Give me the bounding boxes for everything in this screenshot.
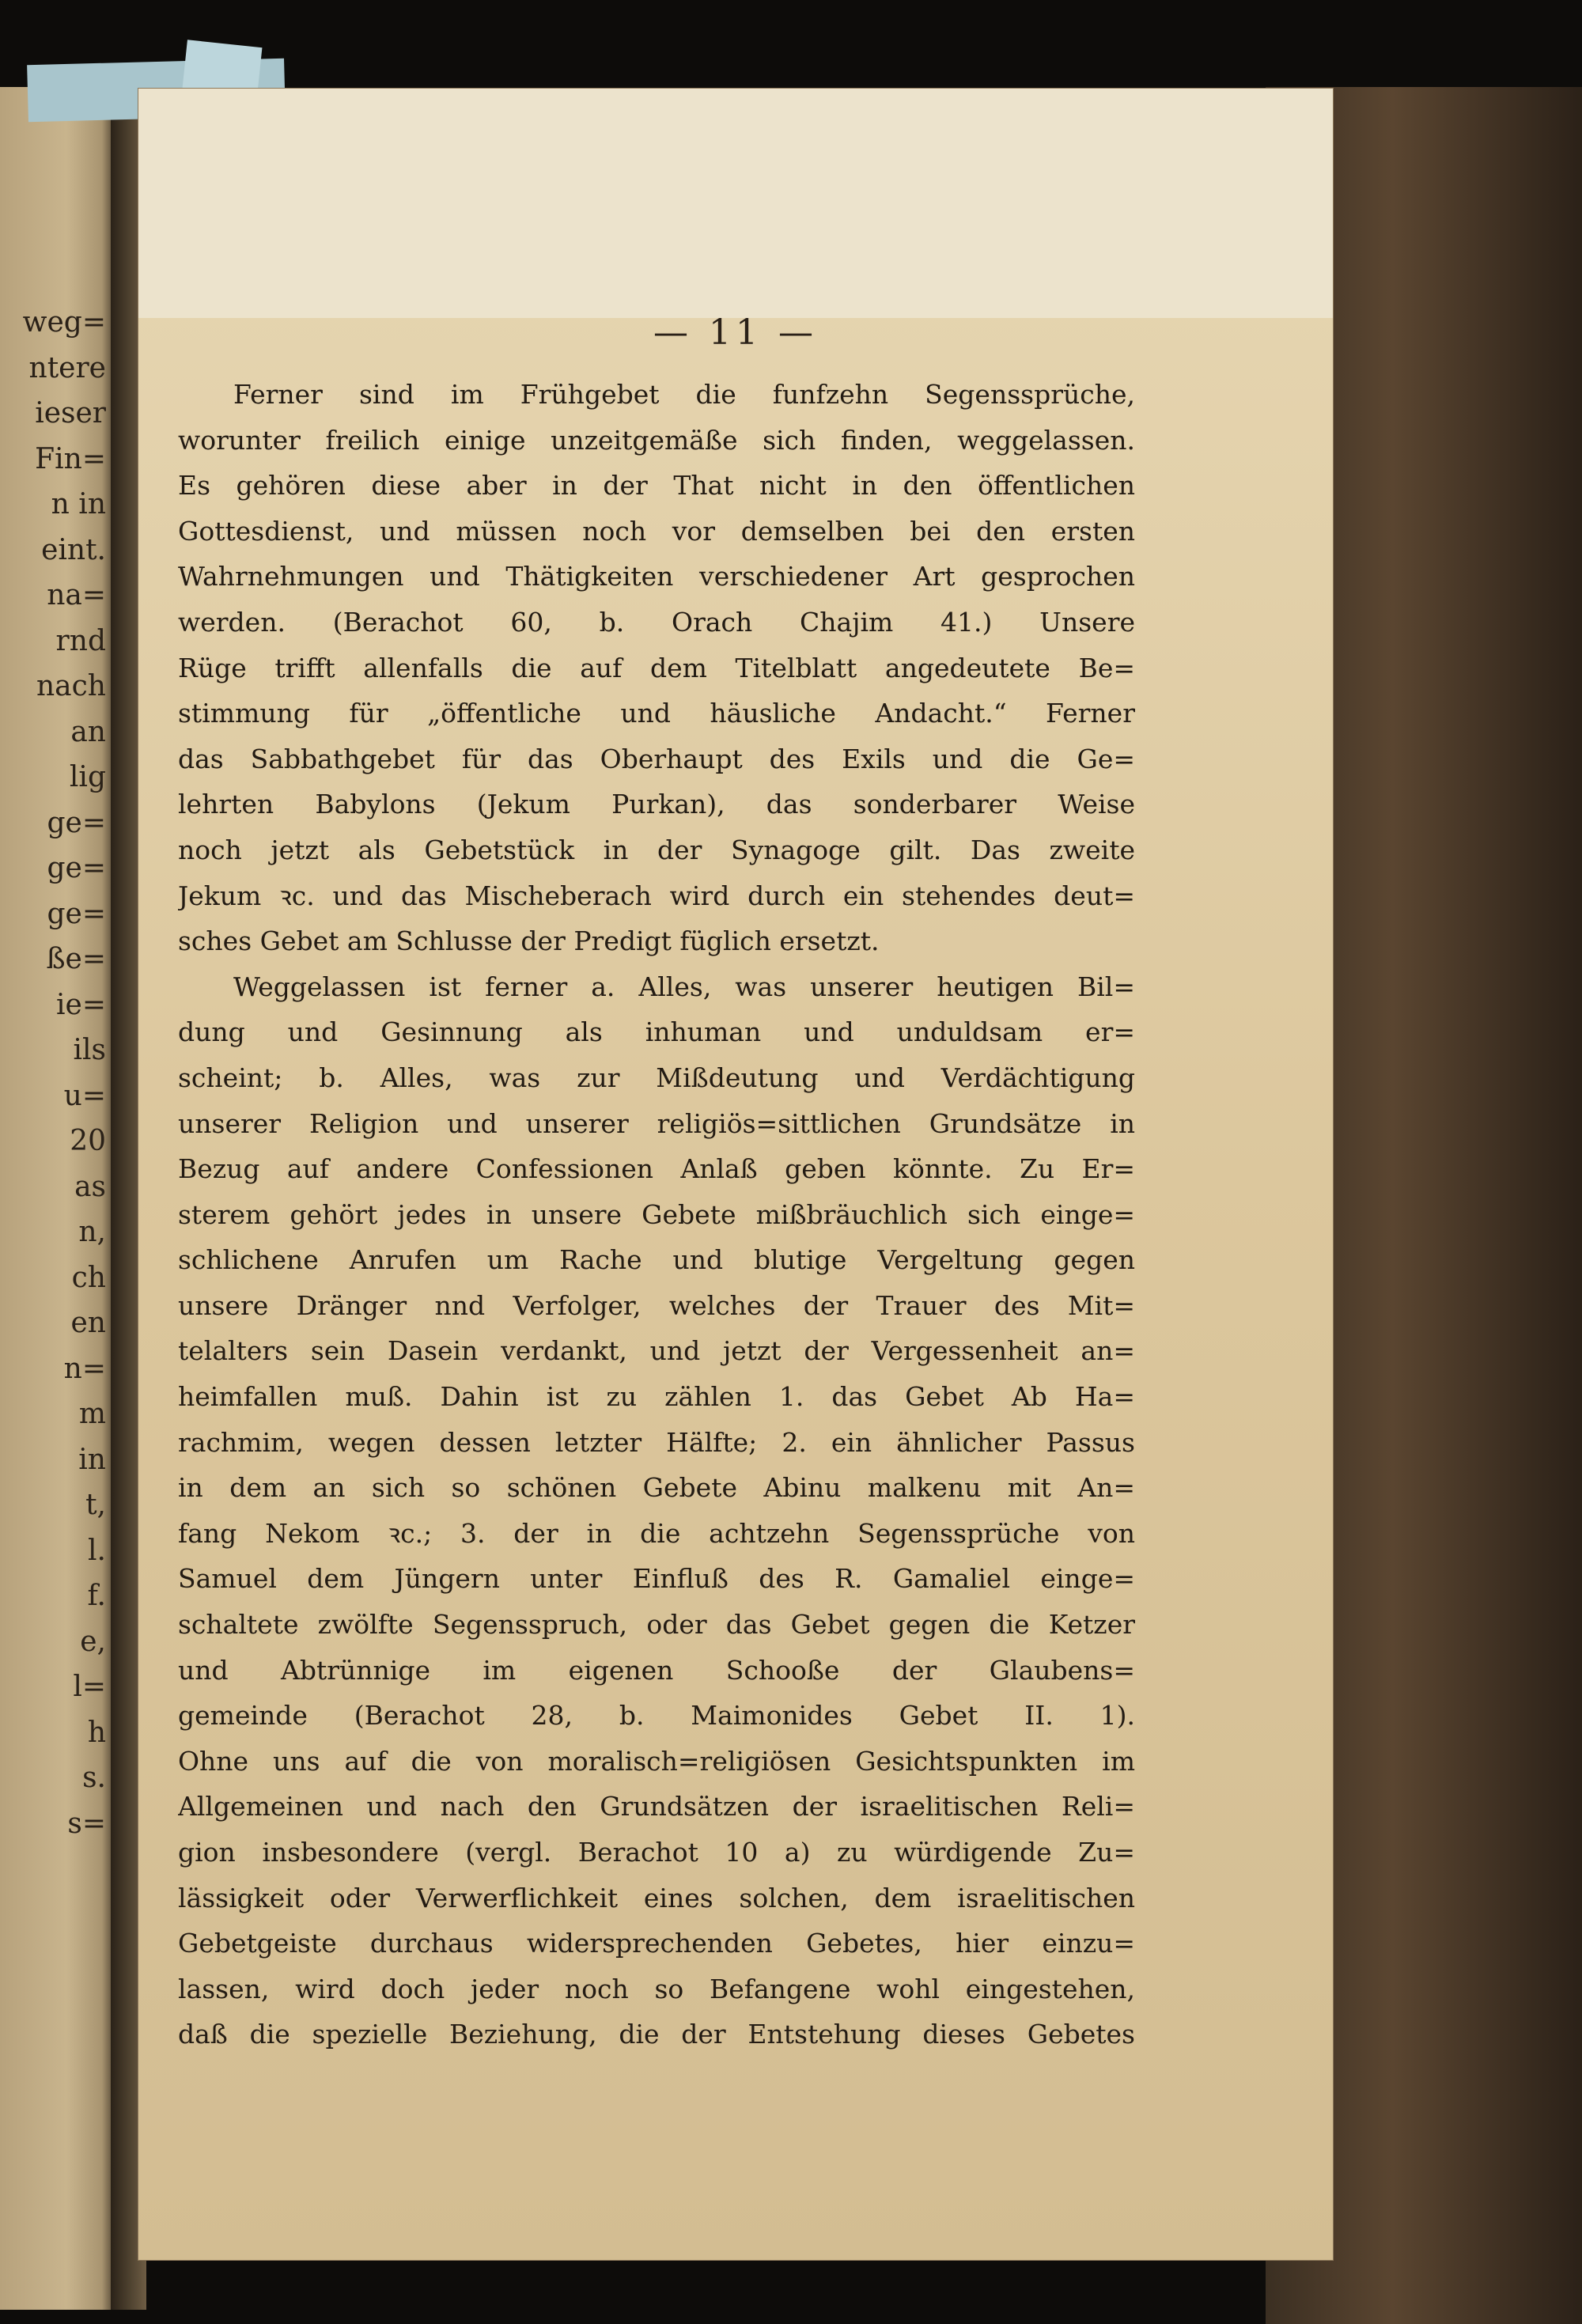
left-page-fragment: m: [78, 1398, 106, 1430]
left-page-fragment: lig: [69, 761, 106, 793]
left-page-fragment: ge=: [47, 897, 106, 930]
page-top-margin: [138, 89, 1333, 318]
left-page-fragment: ieser: [35, 397, 106, 430]
text-line: schlichene Anrufen um Rache und blutige Vergeltung gegen: [178, 1244, 1135, 1276]
left-page-fragment: n=: [63, 1352, 106, 1385]
left-page-fragment: in: [78, 1443, 106, 1476]
text-line: werden. (Berachot 60, b. Orach Chajim 41.) Unsere: [178, 606, 1135, 638]
left-page-fragment: 20: [70, 1125, 106, 1157]
text-line: rachmim, wegen dessen letzter Hälfte; 2. ein ähnlicher Passus: [178, 1426, 1135, 1458]
text-line: Wahrnehmungen und Thätigkeiten verschiedener Art gesprochen: [178, 561, 1135, 592]
text-line: gion insbesondere (vergl. Berachot 10 a) zu würdigende Zu=: [178, 1837, 1135, 1868]
left-page-fragment: en: [70, 1307, 106, 1339]
left-page-fragment: ntere: [28, 351, 106, 384]
text-line: unserer Religion und unserer religiös=sittlichen Grundsätze in: [178, 1107, 1135, 1139]
left-page-fragment: as: [74, 1170, 106, 1203]
text-line: telalters sein Dasein verdankt, und jetzt der Vergessenheit an=: [178, 1335, 1135, 1367]
left-page-fragment: s.: [82, 1762, 106, 1794]
text-line: Bezug auf andere Confessionen Anlaß geben könnte. Zu Er=: [178, 1153, 1135, 1185]
left-page-fragment: na=: [47, 579, 106, 611]
page-text-body: [178, 372, 1135, 2057]
left-page-fragment: weg=: [22, 306, 106, 339]
left-page-fragment: s=: [67, 1807, 106, 1840]
left-page-fragment: ch: [71, 1261, 106, 1294]
text-line: in dem an sich so schönen Gebete Abinu malkenu mit An=: [178, 1472, 1135, 1504]
text-line: stimmung für „öffentliche und häusliche Andacht.“ Ferner: [178, 698, 1135, 729]
left-page-fragment: ils: [73, 1034, 106, 1066]
left-page-fragment: u=: [63, 1079, 106, 1112]
left-page-fragment: nach: [36, 670, 106, 702]
text-line: Weggelassen ist ferner a. Alles, was unserer heutigen Bil=: [233, 971, 1135, 1002]
text-line: scheint; b. Alles, was zur Mißdeutung und Verdächtigung: [178, 1062, 1135, 1093]
text-line: unsere Dränger nnd Verfolger, welches der Trauer des Mit=: [178, 1289, 1135, 1321]
text-line: Rüge trifft allenfalls die auf dem Titelblatt angedeutete Be=: [178, 652, 1135, 683]
text-line: lehrten Babylons (Jekum Purkan), das sonderbarer Weise: [178, 789, 1135, 820]
left-page-fragment: l=: [73, 1671, 106, 1703]
text-line: schaltete zwölfte Segensspruch, oder das Gebet gegen die Ketzer: [178, 1609, 1135, 1641]
page-number: — 11 —: [653, 312, 818, 353]
left-page-fragment: h: [87, 1716, 106, 1749]
text-line: Ferner sind im Frühgebet die funfzehn Segenssprüche,: [233, 379, 1135, 410]
text-line: gemeinde (Berachot 28, b. Maimonides Gebet II. 1).: [178, 1700, 1135, 1732]
text-line: Ohne uns auf die von moralisch=religiösen Gesichtspunkten im: [178, 1745, 1135, 1777]
left-page-fragment: ge=: [47, 852, 106, 884]
text-line: lässigkeit oder Verwerflichkeit eines solchen, dem israelitischen: [178, 1882, 1135, 1913]
text-line: Gebetgeiste durchaus widersprechenden Gebetes, hier einzu=: [178, 1928, 1135, 1959]
left-page-fragment: eint.: [41, 533, 106, 566]
text-line: Gottesdienst, und müssen noch vor demselben bei den ersten: [178, 515, 1135, 547]
text-line: fang Nekom ꝛc.; 3. der in die achtzehn Segenssprüche von: [178, 1517, 1135, 1549]
left-page-fragment: l.: [88, 1534, 106, 1567]
left-page-fragment: e,: [80, 1625, 106, 1658]
left-page-fragment: t,: [85, 1489, 106, 1521]
left-page-fragment: rnd: [55, 624, 106, 657]
text-line: Jekum ꝛc. und das Mischeberach wird durch ein stehendes deut=: [178, 880, 1135, 911]
text-line: und Abtrünnige im eigenen Schooße der Glaubens=: [178, 1654, 1135, 1686]
text-line: sches Gebet am Schlusse der Predigt füglich ersetzt.: [178, 925, 880, 957]
left-page-fragment: n in: [51, 488, 106, 520]
left-facing-page: [0, 87, 111, 2310]
left-page-fragment: ge=: [47, 806, 106, 839]
text-line: lassen, wird doch jeder noch so Befangene wohl eingestehen,: [178, 1973, 1135, 2004]
text-line: sterem gehört jedes in unsere Gebete mißbräuchlich sich einge=: [178, 1198, 1135, 1230]
text-line: heimfallen muß. Dahin ist zu zählen 1. das Gebet Ab Ha=: [178, 1381, 1135, 1413]
text-line: das Sabbathgebet für das Oberhaupt des Exils und die Ge=: [178, 743, 1135, 774]
text-line: dung und Gesinnung als inhuman und unduldsam er=: [178, 1016, 1135, 1048]
left-page-fragment: n,: [78, 1216, 106, 1248]
left-page-fragment: ie=: [56, 988, 106, 1021]
text-line: daß die spezielle Beziehung, die der Entstehung dieses Gebetes: [178, 2019, 1135, 2050]
text-line: noch jetzt als Gebetstück in der Synagoge gilt. Das zweite: [178, 834, 1135, 865]
text-line: Samuel dem Jüngern unter Einfluß des R. Gamaliel einge=: [178, 1563, 1135, 1595]
text-line: Es gehören diese aber in der That nicht in den öffentlichen: [178, 470, 1135, 502]
text-line: worunter freilich einige unzeitgemäße sich finden, weggelassen.: [178, 424, 1135, 456]
left-page-fragment: an: [70, 715, 106, 748]
left-page-fragment: ße=: [46, 943, 106, 975]
left-page-fragment: Fin=: [35, 442, 106, 475]
text-line: Allgemeinen und nach den Grundsätzen der israelitischen Reli=: [178, 1791, 1135, 1822]
left-page-fragment: f.: [87, 1580, 106, 1612]
